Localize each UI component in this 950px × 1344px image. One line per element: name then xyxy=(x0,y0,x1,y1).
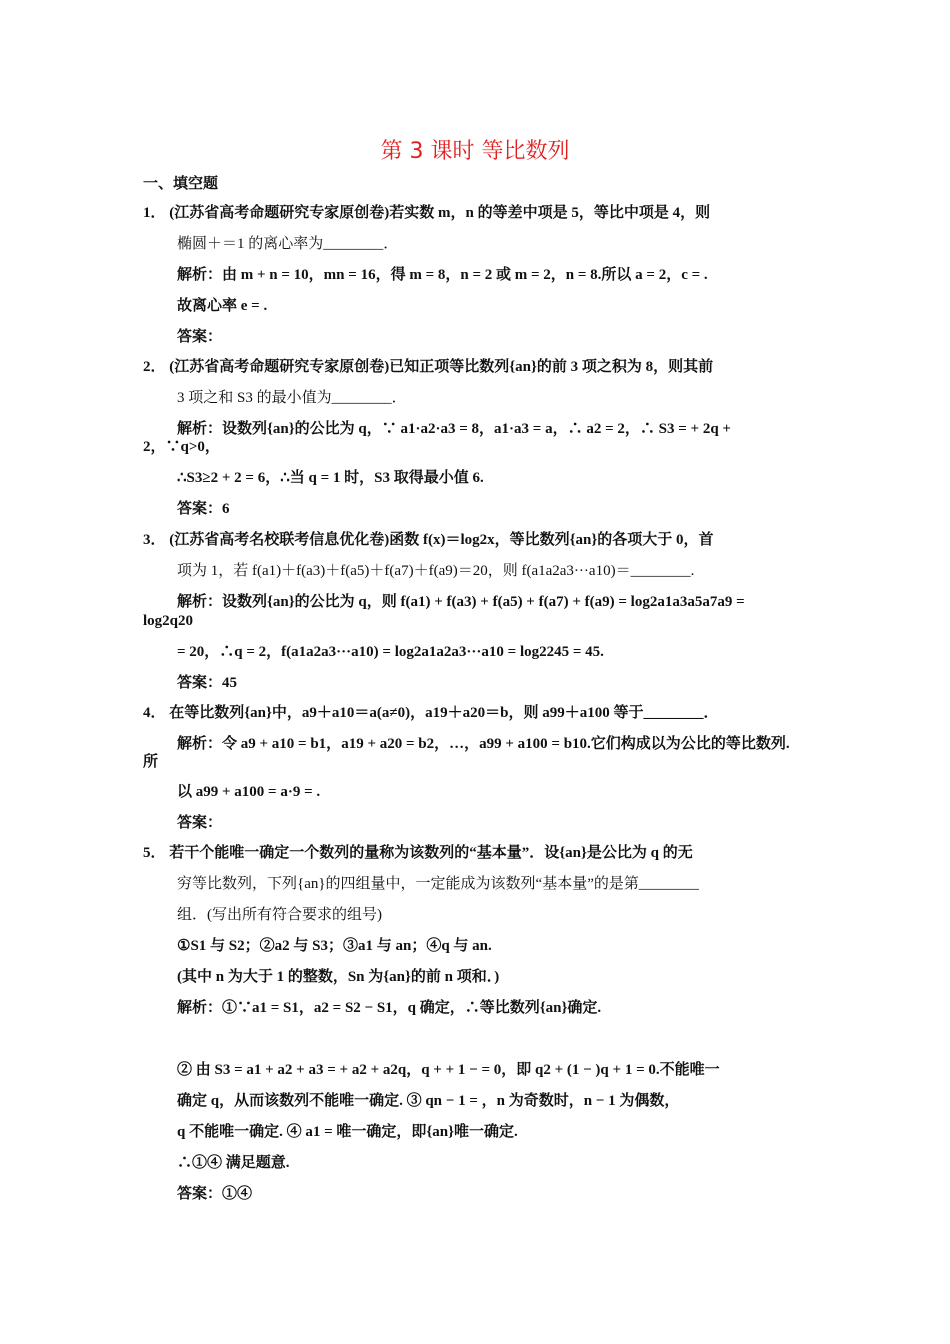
problem-1-line-2: 椭圆＋＝1 的离心率为________． xyxy=(177,236,399,252)
problem-5-answer: 答案：①④ xyxy=(177,1186,253,1202)
problem-2-answer: 答案：6 xyxy=(177,501,230,517)
problem-4-answer: 答案： xyxy=(177,815,223,831)
problem-3-line-2: 项为 1，若 f(a1)＋f(a3)＋f(a5)＋f(a7)＋f(a9)＝20，则 f(a1a2a3···a10)＝________. xyxy=(177,563,695,579)
problem-1-solution: 解析：由 m + n = 10，mn = 16，得 m = 8，n = 2 或 m = 2，n = 8.所以 a = 2，c = . xyxy=(177,267,708,283)
problem-1-answer: 答案： xyxy=(177,329,223,345)
problem-1-line-1: 1． (江苏省高考命题研究专家原创卷)若实数 m，n 的等差中项是 5，等比中项是 4，则 xyxy=(143,205,711,221)
problem-4-solution: 解析：令 a9 + a10 = b1，a19 + a20 = b2，…，a99 + a100 = b10.它们构成以为公比的等比数列. xyxy=(177,736,790,752)
section-heading: 一、填空题 xyxy=(143,174,219,192)
problem-4-solution-2: 所 xyxy=(143,754,159,770)
problem-5-conclusion: ∴①④ 满足题意. xyxy=(177,1155,290,1171)
problem-5-line-2: 穷等比数列，下列{an}的四组量中，一定能成为该数列“基本量”的是第________ xyxy=(177,876,699,892)
problem-5-solution-2: ② 由 S3 = a1 + a2 + a3 = + a2 + a2q，q + + 1 − = 0，即 q2 + (1 − )q + 1 = 0.不能唯一 xyxy=(177,1062,720,1078)
problem-5-solution-4: q 不能唯一确定. ④ a1 = 唯一确定，即{an}唯一确定. xyxy=(177,1124,518,1140)
problem-2-solution-2: 2，∵q>0， xyxy=(143,439,220,455)
problem-3-solution-3: = 20，∴q = 2，f(a1a2a3···a10) = log2a1a2a3···a10 = log2245 = 45. xyxy=(177,644,604,660)
page-title: 第 3 课时 等比数列 xyxy=(380,139,570,164)
problem-2-line-1: 2． (江苏省高考命题研究专家原创卷)已知正项等比数列{an}的前 3 项之积为 8，则其前 xyxy=(143,359,714,375)
problem-3-solution-2: log2q20 xyxy=(143,613,194,629)
problem-5-line-3: 组．(写出所有符合要求的组号) xyxy=(177,907,382,923)
problem-5-options: ①S1 与 S2；②a2 与 S3；③a1 与 an；④q 与 an. xyxy=(177,938,492,954)
problem-1-solution-2: 故离心率 e = . xyxy=(177,298,268,314)
problem-4-solution-3: 以 a99 + a100 = a·9 = . xyxy=(177,784,321,800)
problem-3-line-1: 3． (江苏省高考名校联考信息优化卷)函数 f(x)＝log2x，等比数列{an}的各项大于 0，首 xyxy=(143,532,714,548)
problem-5-note: (其中 n 为大于 1 的整数，Sn 为{an}的前 n 项和．) xyxy=(177,969,500,985)
problem-5-line-1: 5． 若干个能唯一确定一个数列的量称为该数列的“基本量”．设{an}是公比为 q 的无 xyxy=(143,845,693,861)
problem-2-line-2: 3 项之和 S3 的最小值为________． xyxy=(177,390,407,406)
problem-3-solution: 解析：设数列{an}的公比为 q，则 f(a1) + f(a3) + f(a5) + f(a7) + f(a9) = log2a1a3a5a7a9 = xyxy=(177,594,745,610)
problem-2-solution-3: ∴S3≥2 + 2 = 6，∴当 q = 1 时，S3 取得最小值 6. xyxy=(177,470,484,486)
problem-5-solution: 解析：①∵a1 = S1，a2 = S2 − S1，q 确定，∴等比数列{an}确定. xyxy=(177,1000,602,1016)
problem-5-solution-3: 确定 q，从而该数列不能唯一确定. ③ qn − 1 = ，n 为奇数时，n − 1 为偶数， xyxy=(177,1093,680,1109)
problem-2-solution: 解析：设数列{an}的公比为 q，∵ a1·a2·a3 = 8，a1·a3 = a，∴ a2 = 2，∴ S3 = + 2q + xyxy=(177,421,731,437)
problem-3-answer: 答案：45 xyxy=(177,675,238,691)
problem-4-line-1: 4． 在等比数列{an}中，a9＋a10＝a(a≠0)，a19＋a20＝b，则 a99＋a100 等于________． xyxy=(143,705,719,721)
